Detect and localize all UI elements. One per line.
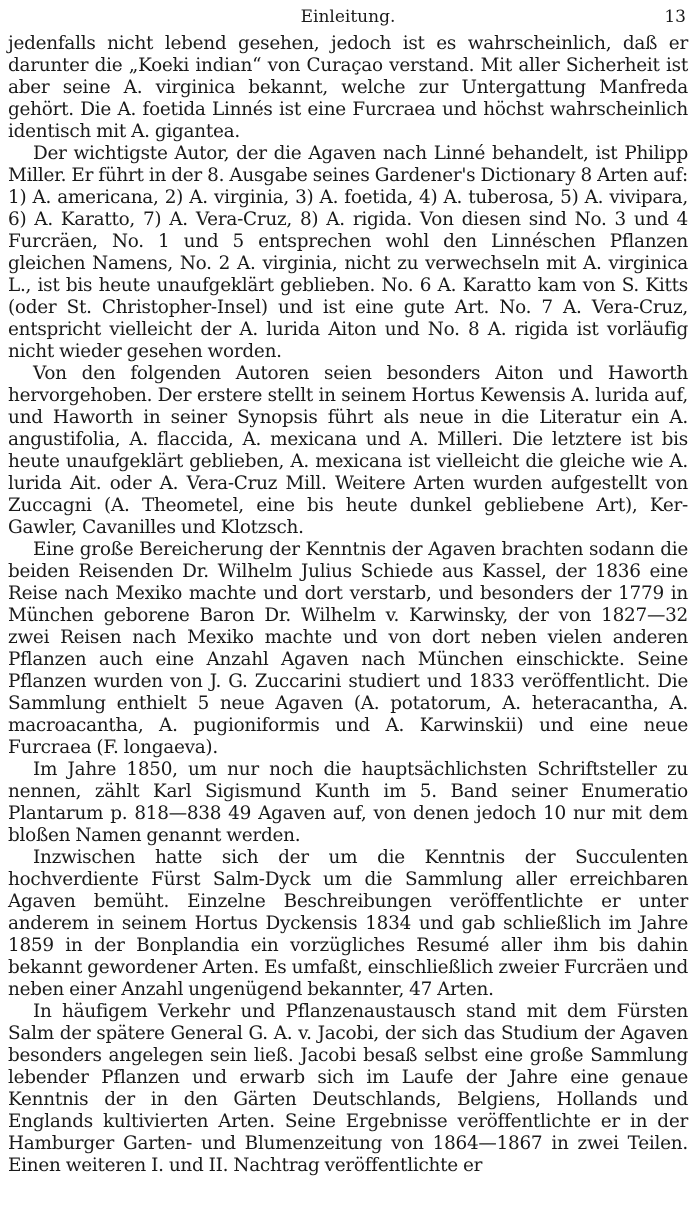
paragraph-aiton-haworth: Von den folgenden Autoren seien besonders Aiton und Haworth hervorgehoben. Der erstere stellt in seinem Hortus Kewensis A. lurida auf, und Haworth in seiner Synopsis führt als neue in die Literatur ein A. angustifolia, A. flaccida, A. mexicana und A. Milleri. Die letztere ist bis heute unaufgeklärt geblieben, A. mexicana ist vielleicht die gleiche wie A. lurida Ait. oder A. Vera-Cruz Mill. Weitere Arten wurden aufgestellt von Zuccagni (A. Theometel, eine bis heute dunkel gebliebene Art), Ker-Gawler, Cavanilles und Klotzsch. bbox=[8, 363, 688, 538]
running-title: Einleitung. bbox=[300, 7, 396, 27]
page-header bbox=[8, 4, 688, 30]
paragraph-kunth: Im Jahre 1850, um nur noch die hauptsächlichsten Schriftsteller zu nennen, zählt Karl Sigismund Kunth im 5. Band seiner Enumeratio Plantarum p. 818—838 49 Agaven auf, von denen jedoch 10 nur mit dem bloßen Namen genannt werden. bbox=[8, 759, 688, 846]
paragraph-salm-dyck: Inzwischen hatte sich der um die Kenntnis der Succulenten hochverdiente Fürst Salm-Dyck um die Sammlung aller erreichbaren Agaven bemüht. Einzelne Beschreibungen veröffentlichte er unter anderem in seinem Hortus Dyckensis 1834 und gab schließlich im Jahre 1859 in der Bonplandia ein vorzügliches Resumé aller ihm bis dahin bekannt gewordener Arten. Es umfaßt, einschließlich zweier Furcräen und neben einer Anzahl ungenügend bekannter, 47 Arten. bbox=[8, 847, 688, 1000]
paragraph-philipp-miller: Der wichtigste Autor, der die Agaven nach Linné behandelt, ist Philipp Miller. Er führt in der 8. Ausgabe seines Gardener's Dictionary 8 Arten auf: 1) A. americana, 2) A. virginia, 3) A. foetida, 4) A. tuberosa, 5) A. vivipara, 6) A. Karatto, 7) A. Vera-Cruz, 8) A. rigida. Von diesen sind No. 3 und 4 Furcräen, No. 1 und 5 entsprechen wohl den Linnéschen Pflanzen gleichen Namens, No. 2 A. virginia, nicht zu verwechseln mit A. virginica L., ist bis heute unaufgeklärt geblieben. No. 6 A. Karatto kam von S. Kitts (oder St. Christopher-Insel) und ist eine gute Art. No. 7 A. Vera-Cruz, entspricht vielleicht der A. lurida Aiton und No. 8 A. rigida ist vorläufig nicht wieder gesehen worden. bbox=[8, 143, 688, 362]
page-number: 13 bbox=[664, 7, 686, 27]
paragraph-schiede-karwinsky: Eine große Bereicherung der Kenntnis der Agaven brachten sodann die beiden Reisenden Dr. Wilhelm Julius Schiede aus Kassel, der 1836 eine Reise nach Mexiko machte und dort verstarb, und besonders der 1779 in München geborene Baron Dr. Wilhelm v. Karwinsky, der von 1827—32 zwei Reisen nach Mexiko machte und von dort neben vielen anderen Pflanzen auch eine Anzahl Agaven nach München einschickte. Seine Pflanzen wurden von J. G. Zuccarini studiert und 1833 veröffentlicht. Die Sammlung enthielt 5 neue Agaven (A. potatorum, A. heteracantha, A. macroacantha, A. pugioniformis und A. Karwinskii) und eine neue Furcraea (F. longaeva). bbox=[8, 539, 688, 758]
body-text bbox=[8, 33, 688, 1177]
paragraph-jacobi: In häufigem Verkehr und Pflanzenaustausch stand mit dem Fürsten Salm der spätere General G. A. v. Jacobi, der sich das Studium der Agaven besonders angelegen sein ließ. Jacobi besaß selbst eine große Sammlung lebender Pflanzen und erwarb sich im Laufe der Jahre eine genaue Kenntnis der in den Gärten Deutschlands, Belgiens, Hollands und Englands kultivierten Arten. Seine Ergebnisse veröffentlichte er in der Hamburger Garten- und Blumenzeitung von 1864—1867 in zwei Teilen. Einen weiteren I. und II. Nachtrag veröffentlichte er bbox=[8, 1001, 688, 1176]
paragraph-continuation: jedenfalls nicht lebend gesehen, jedoch ist es wahrscheinlich, daß er darunter die „Koeki indian“ von Curaçao verstand. Mit aller Sicherheit ist aber seine A. virginica bekannt, welche zur Untergattung Manfreda gehört. Die A. foetida Linnés ist eine Furcraea und höchst wahrscheinlich identisch mit A. gigantea. bbox=[8, 33, 688, 142]
